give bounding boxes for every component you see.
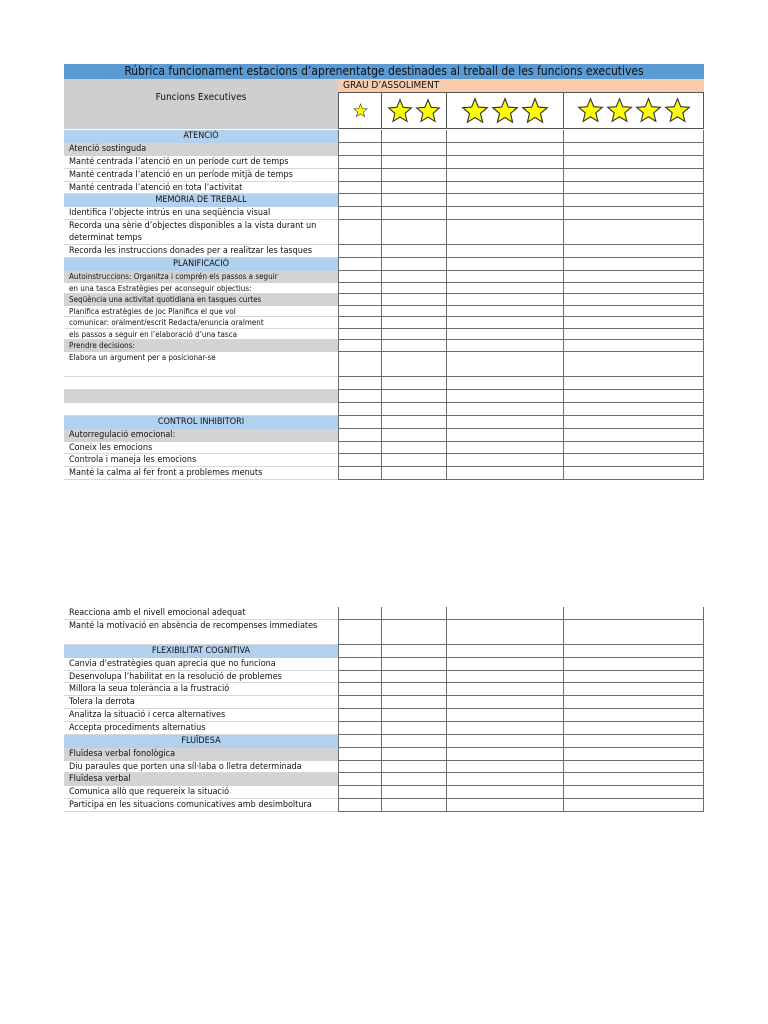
rating-cell[interactable] xyxy=(381,306,446,318)
criterion-label xyxy=(64,403,338,416)
section-label: ATENCIÓ xyxy=(64,130,338,143)
subsection-label: Fluïdesa verbal xyxy=(64,773,338,786)
rating-cell[interactable] xyxy=(338,761,381,774)
rating-cell[interactable] xyxy=(381,709,446,722)
rating-cell[interactable] xyxy=(446,340,563,352)
rating-cell[interactable] xyxy=(563,182,704,195)
criterion-label: Recorda una sèrie d’objectes disponibles a la vista durant un determinat temps xyxy=(64,220,338,245)
rating-cell[interactable] xyxy=(563,773,704,786)
criterion-label: Manté centrada l’atenció en tota l’activitat xyxy=(64,182,338,195)
star-rating-header xyxy=(338,92,704,129)
rating-cell[interactable] xyxy=(563,467,704,480)
rating-cell[interactable] xyxy=(338,671,381,684)
section-label: CONTROL INHIBITORI xyxy=(64,416,338,429)
rating-cell[interactable] xyxy=(446,194,563,207)
rating-cell[interactable] xyxy=(381,169,446,182)
rating-cell[interactable] xyxy=(563,156,704,169)
criterion-label: Participa en les situacions comunicatives amb desimboltura xyxy=(64,799,338,812)
criterion-label: Manté la motivació en absència de recompenses immediates xyxy=(64,620,338,645)
rating-cell[interactable] xyxy=(446,207,563,220)
rating-cell[interactable] xyxy=(381,658,446,671)
section-label: PLANIFICACIÓ xyxy=(64,258,338,271)
rating-cell[interactable] xyxy=(338,194,381,207)
table-row xyxy=(64,709,704,722)
rating-cell[interactable] xyxy=(446,748,563,761)
rating-cell[interactable] xyxy=(563,416,704,429)
table-row xyxy=(64,748,704,761)
rating-cell[interactable] xyxy=(446,130,563,143)
rating-cell[interactable] xyxy=(381,620,446,645)
rating-cell[interactable] xyxy=(381,748,446,761)
table-row xyxy=(64,377,704,390)
rating-cell[interactable] xyxy=(338,130,381,143)
subsection-label: Atenció sostinguda xyxy=(64,143,338,156)
rating-cell[interactable] xyxy=(563,258,704,271)
rating-cell[interactable] xyxy=(381,156,446,169)
table-row xyxy=(64,696,704,709)
rating-cell[interactable] xyxy=(563,294,704,306)
rating-cell[interactable] xyxy=(446,271,563,283)
rating-cell[interactable] xyxy=(338,722,381,735)
rating-cell[interactable] xyxy=(446,696,563,709)
criterion-label: Tolera la derrota xyxy=(64,696,338,709)
rating-cell[interactable] xyxy=(563,403,704,416)
criterion-label: Recorda les instruccions donades per a realitzar les tasques xyxy=(64,245,338,258)
rating-cell[interactable] xyxy=(381,182,446,195)
rating-cell[interactable] xyxy=(338,709,381,722)
criterion-label: Reacciona amb el nivell emocional adequat xyxy=(64,607,338,620)
rating-cell[interactable] xyxy=(446,658,563,671)
criterion-label: Desenvolupa l’habilitat en la resolució de problemes xyxy=(64,671,338,684)
table-row xyxy=(64,671,704,684)
star-level-1 xyxy=(338,92,381,129)
rating-cell[interactable] xyxy=(563,169,704,182)
rating-cell[interactable] xyxy=(381,671,446,684)
star-icon xyxy=(664,97,691,124)
rating-cell[interactable] xyxy=(563,645,704,658)
rating-cell[interactable] xyxy=(381,194,446,207)
rating-cell[interactable] xyxy=(338,207,381,220)
section-row xyxy=(64,645,704,658)
rating-cell[interactable] xyxy=(338,156,381,169)
rating-cell[interactable] xyxy=(381,416,446,429)
rating-cell[interactable] xyxy=(563,696,704,709)
rating-cell[interactable] xyxy=(381,683,446,696)
table-row xyxy=(64,207,704,220)
subsection-label: Autoinstruccions: Organitza i comprén els passos a seguir xyxy=(64,271,338,283)
rating-cell[interactable] xyxy=(563,607,704,620)
rating-cell[interactable] xyxy=(446,467,563,480)
section-row xyxy=(64,130,704,143)
rating-cell[interactable] xyxy=(338,377,381,390)
table-row xyxy=(64,620,704,645)
rating-cell[interactable] xyxy=(563,709,704,722)
rating-cell[interactable] xyxy=(381,429,446,442)
rating-cell[interactable] xyxy=(446,607,563,620)
table-row xyxy=(64,317,704,329)
rating-cell[interactable] xyxy=(563,143,704,156)
rating-cell[interactable] xyxy=(338,271,381,283)
rating-cell[interactable] xyxy=(338,799,381,812)
rating-cell[interactable] xyxy=(563,620,704,645)
star-level-3 xyxy=(446,92,563,129)
rating-cell[interactable] xyxy=(338,317,381,329)
table-row xyxy=(64,352,704,377)
rating-cell[interactable] xyxy=(563,130,704,143)
rating-cell[interactable] xyxy=(338,283,381,295)
table-row xyxy=(64,467,704,480)
rating-cell[interactable] xyxy=(563,442,704,455)
rating-cell[interactable] xyxy=(563,377,704,390)
rating-cell[interactable] xyxy=(338,416,381,429)
rating-cell[interactable] xyxy=(338,748,381,761)
table-row xyxy=(64,390,704,403)
table-row xyxy=(64,340,704,352)
criterion-label: Manté centrada l’atenció en un període curt de temps xyxy=(64,156,338,169)
rating-cell[interactable] xyxy=(338,735,381,748)
section-label: MEMÒRIA DE TREBALL xyxy=(64,194,338,207)
rating-cell[interactable] xyxy=(563,786,704,799)
rubric-table-top xyxy=(64,64,704,479)
rating-cell[interactable] xyxy=(381,607,446,620)
rating-cell[interactable] xyxy=(563,207,704,220)
rating-cell[interactable] xyxy=(446,761,563,774)
rating-cell[interactable] xyxy=(338,467,381,480)
criterion-label: Millora la seua tolerància a la frustració xyxy=(64,683,338,696)
star-level-4 xyxy=(563,92,704,129)
rating-cell[interactable] xyxy=(563,748,704,761)
rating-cell[interactable] xyxy=(446,377,563,390)
criterion-label xyxy=(64,377,338,390)
rating-cell[interactable] xyxy=(563,658,704,671)
rating-cell[interactable] xyxy=(381,773,446,786)
criterion-label xyxy=(64,390,338,403)
section-row xyxy=(64,194,704,207)
rating-cell[interactable] xyxy=(338,390,381,403)
rating-cell[interactable] xyxy=(381,329,446,341)
grau-assoliment-header: GRAU D’ASSOLIMENT xyxy=(338,79,704,92)
rating-cell[interactable] xyxy=(563,194,704,207)
rating-cell[interactable] xyxy=(446,671,563,684)
rating-cell[interactable] xyxy=(446,799,563,812)
star-icon xyxy=(521,97,549,125)
rating-cell[interactable] xyxy=(563,245,704,258)
section-row xyxy=(64,258,704,271)
rating-cell[interactable] xyxy=(338,294,381,306)
rating-cell[interactable] xyxy=(446,620,563,645)
rating-cell[interactable] xyxy=(381,799,446,812)
rating-cell[interactable] xyxy=(381,645,446,658)
rating-cell[interactable] xyxy=(338,454,381,467)
star-icon xyxy=(491,97,519,125)
rating-cell[interactable] xyxy=(338,329,381,341)
criterion-label: Manté centrada l’atenció en un període mitjà de temps xyxy=(64,169,338,182)
rating-cell[interactable] xyxy=(381,390,446,403)
rating-cell[interactable] xyxy=(338,403,381,416)
rating-cell[interactable] xyxy=(446,143,563,156)
rating-cell[interactable] xyxy=(563,329,704,341)
rating-cell[interactable] xyxy=(338,607,381,620)
funcions-executives-header: Funcions Executives xyxy=(64,79,338,129)
rating-cell[interactable] xyxy=(446,294,563,306)
criterion-label: Planifica estratègies de joc Planifica el que vol xyxy=(64,306,338,318)
rating-cell[interactable] xyxy=(563,429,704,442)
criterion-label: Analitza la situació i cerca alternatives xyxy=(64,709,338,722)
criterion-label: Elabora un argument per a posicionar-se xyxy=(64,352,338,377)
rating-cell[interactable] xyxy=(563,306,704,318)
criterion-label: Manté la calma al fer front a problemes menuts xyxy=(64,467,338,480)
rating-cell[interactable] xyxy=(381,442,446,455)
rating-cell[interactable] xyxy=(563,283,704,295)
rating-cell[interactable] xyxy=(338,429,381,442)
table-row xyxy=(64,442,704,455)
star-icon xyxy=(387,98,413,124)
rating-cell[interactable] xyxy=(338,143,381,156)
table-row xyxy=(64,607,704,620)
rating-cell[interactable] xyxy=(381,130,446,143)
rating-cell[interactable] xyxy=(446,317,563,329)
subsection-label: Fluïdesa verbal fonològica xyxy=(64,748,338,761)
rating-cell[interactable] xyxy=(446,683,563,696)
star-icon xyxy=(461,97,489,125)
rating-cell[interactable] xyxy=(446,722,563,735)
rating-cell[interactable] xyxy=(446,306,563,318)
rating-cell[interactable] xyxy=(381,294,446,306)
rating-cell[interactable] xyxy=(338,245,381,258)
rating-cell[interactable] xyxy=(381,722,446,735)
criterion-label: en una tasca Estratègies per aconseguir objectius: xyxy=(64,283,338,295)
rating-cell[interactable] xyxy=(446,403,563,416)
rating-cell[interactable] xyxy=(446,773,563,786)
rating-cell[interactable] xyxy=(446,416,563,429)
rating-cell[interactable] xyxy=(381,467,446,480)
table-row xyxy=(64,220,704,245)
section-row xyxy=(64,735,704,748)
criterion-label: els passos a seguir en l’elaboració d’una tasca xyxy=(64,329,338,341)
section-label: FLEXIBILITAT COGNITIVA xyxy=(64,645,338,658)
rating-cell[interactable] xyxy=(381,377,446,390)
subsection-label: Autorregulació emocional: xyxy=(64,429,338,442)
rating-cell[interactable] xyxy=(446,329,563,341)
rating-cell[interactable] xyxy=(381,403,446,416)
table-row xyxy=(64,454,704,467)
rating-cell[interactable] xyxy=(381,283,446,295)
rating-cell[interactable] xyxy=(381,317,446,329)
rating-cell[interactable] xyxy=(381,258,446,271)
rating-cell[interactable] xyxy=(446,156,563,169)
rating-cell[interactable] xyxy=(338,658,381,671)
table-row xyxy=(64,245,704,258)
rating-cell[interactable] xyxy=(563,799,704,812)
criterion-label: Comunica allò que requereix la situació xyxy=(64,786,338,799)
table-row xyxy=(64,271,704,283)
rating-cell[interactable] xyxy=(338,306,381,318)
rating-cell[interactable] xyxy=(446,645,563,658)
rating-cell[interactable] xyxy=(338,620,381,645)
criterion-label: comunicar: oralment/escrit Redacta/enuncia oralment xyxy=(64,317,338,329)
rating-cell[interactable] xyxy=(563,390,704,403)
rating-cell[interactable] xyxy=(338,220,381,245)
table-row xyxy=(64,306,704,318)
table-row xyxy=(64,294,704,306)
rating-cell[interactable] xyxy=(446,429,563,442)
table-row xyxy=(64,156,704,169)
rating-cell[interactable] xyxy=(446,220,563,245)
rating-cell[interactable] xyxy=(338,352,381,377)
rating-cell[interactable] xyxy=(381,352,446,377)
rating-cell[interactable] xyxy=(446,258,563,271)
star-icon xyxy=(577,97,604,124)
rating-cell[interactable] xyxy=(338,442,381,455)
rating-cell[interactable] xyxy=(381,271,446,283)
table-row xyxy=(64,143,704,156)
star-level-2 xyxy=(381,92,446,129)
rating-cell[interactable] xyxy=(338,773,381,786)
rating-cell[interactable] xyxy=(563,683,704,696)
section-row xyxy=(64,416,704,429)
table-row xyxy=(64,658,704,671)
rating-cell[interactable] xyxy=(563,271,704,283)
rating-cell[interactable] xyxy=(446,786,563,799)
table-row xyxy=(64,182,704,195)
rating-cell[interactable] xyxy=(563,317,704,329)
criterion-label: Identifica l’objecte intrús en una seqüència visual xyxy=(64,207,338,220)
rating-cell[interactable] xyxy=(446,352,563,377)
rating-cell[interactable] xyxy=(381,220,446,245)
table-row xyxy=(64,761,704,774)
rating-cell[interactable] xyxy=(446,245,563,258)
rating-cell[interactable] xyxy=(446,735,563,748)
rubric-table-bottom xyxy=(64,607,704,817)
table-row xyxy=(64,773,704,786)
rating-cell[interactable] xyxy=(563,220,704,245)
rating-cell[interactable] xyxy=(446,182,563,195)
rating-cell[interactable] xyxy=(446,390,563,403)
table-row xyxy=(64,799,704,812)
rating-cell[interactable] xyxy=(381,207,446,220)
rating-cell[interactable] xyxy=(338,786,381,799)
table-row xyxy=(64,283,704,295)
table-row xyxy=(64,329,704,341)
subsection-label: Seqüència una activitat quotidiana en tasques curtes xyxy=(64,294,338,306)
table-row xyxy=(64,722,704,735)
rating-cell[interactable] xyxy=(338,683,381,696)
rating-cell[interactable] xyxy=(338,645,381,658)
criterion-label: Controla i maneja les emocions xyxy=(64,454,338,467)
criterion-label: Coneix les emocions xyxy=(64,442,338,455)
rating-cell[interactable] xyxy=(563,454,704,467)
rating-cell[interactable] xyxy=(563,352,704,377)
rating-cell[interactable] xyxy=(381,696,446,709)
criterion-label: Diu paraules que porten una síl·laba o lletra determinada xyxy=(64,761,338,774)
star-icon xyxy=(635,97,662,124)
rating-cell[interactable] xyxy=(381,454,446,467)
rubric-title: Rúbrica funcionament estacions d’aprenentatge destinades al treball de les funcions executives xyxy=(64,64,704,79)
star-icon xyxy=(353,103,368,118)
table-row xyxy=(64,429,704,442)
rating-cell[interactable] xyxy=(381,245,446,258)
rating-cell[interactable] xyxy=(563,340,704,352)
criterion-label: Canvia d’estratègies quan aprecia que no funciona xyxy=(64,658,338,671)
rating-cell[interactable] xyxy=(381,340,446,352)
rating-cell[interactable] xyxy=(381,761,446,774)
rating-cell[interactable] xyxy=(446,442,563,455)
criterion-label: Accepta procediments alternatius xyxy=(64,722,338,735)
table-row xyxy=(64,786,704,799)
rating-cell[interactable] xyxy=(563,735,704,748)
star-icon xyxy=(606,97,633,124)
rating-cell[interactable] xyxy=(338,340,381,352)
rating-cell[interactable] xyxy=(446,709,563,722)
table-row xyxy=(64,169,704,182)
table-row xyxy=(64,403,704,416)
rating-cell[interactable] xyxy=(338,169,381,182)
rating-cell[interactable] xyxy=(563,761,704,774)
rating-cell[interactable] xyxy=(563,671,704,684)
subsection-label: Prendre decisions: xyxy=(64,340,338,352)
rating-cell[interactable] xyxy=(563,722,704,735)
rating-cell[interactable] xyxy=(338,182,381,195)
section-label: FLUÏDESA xyxy=(64,735,338,748)
rating-cell[interactable] xyxy=(446,454,563,467)
star-icon xyxy=(415,98,441,124)
rating-cell[interactable] xyxy=(446,283,563,295)
table-row xyxy=(64,683,704,696)
rating-cell[interactable] xyxy=(381,735,446,748)
rating-cell[interactable] xyxy=(338,696,381,709)
rating-cell[interactable] xyxy=(338,258,381,271)
rating-cell[interactable] xyxy=(446,169,563,182)
rating-cell[interactable] xyxy=(381,786,446,799)
rating-cell[interactable] xyxy=(381,143,446,156)
